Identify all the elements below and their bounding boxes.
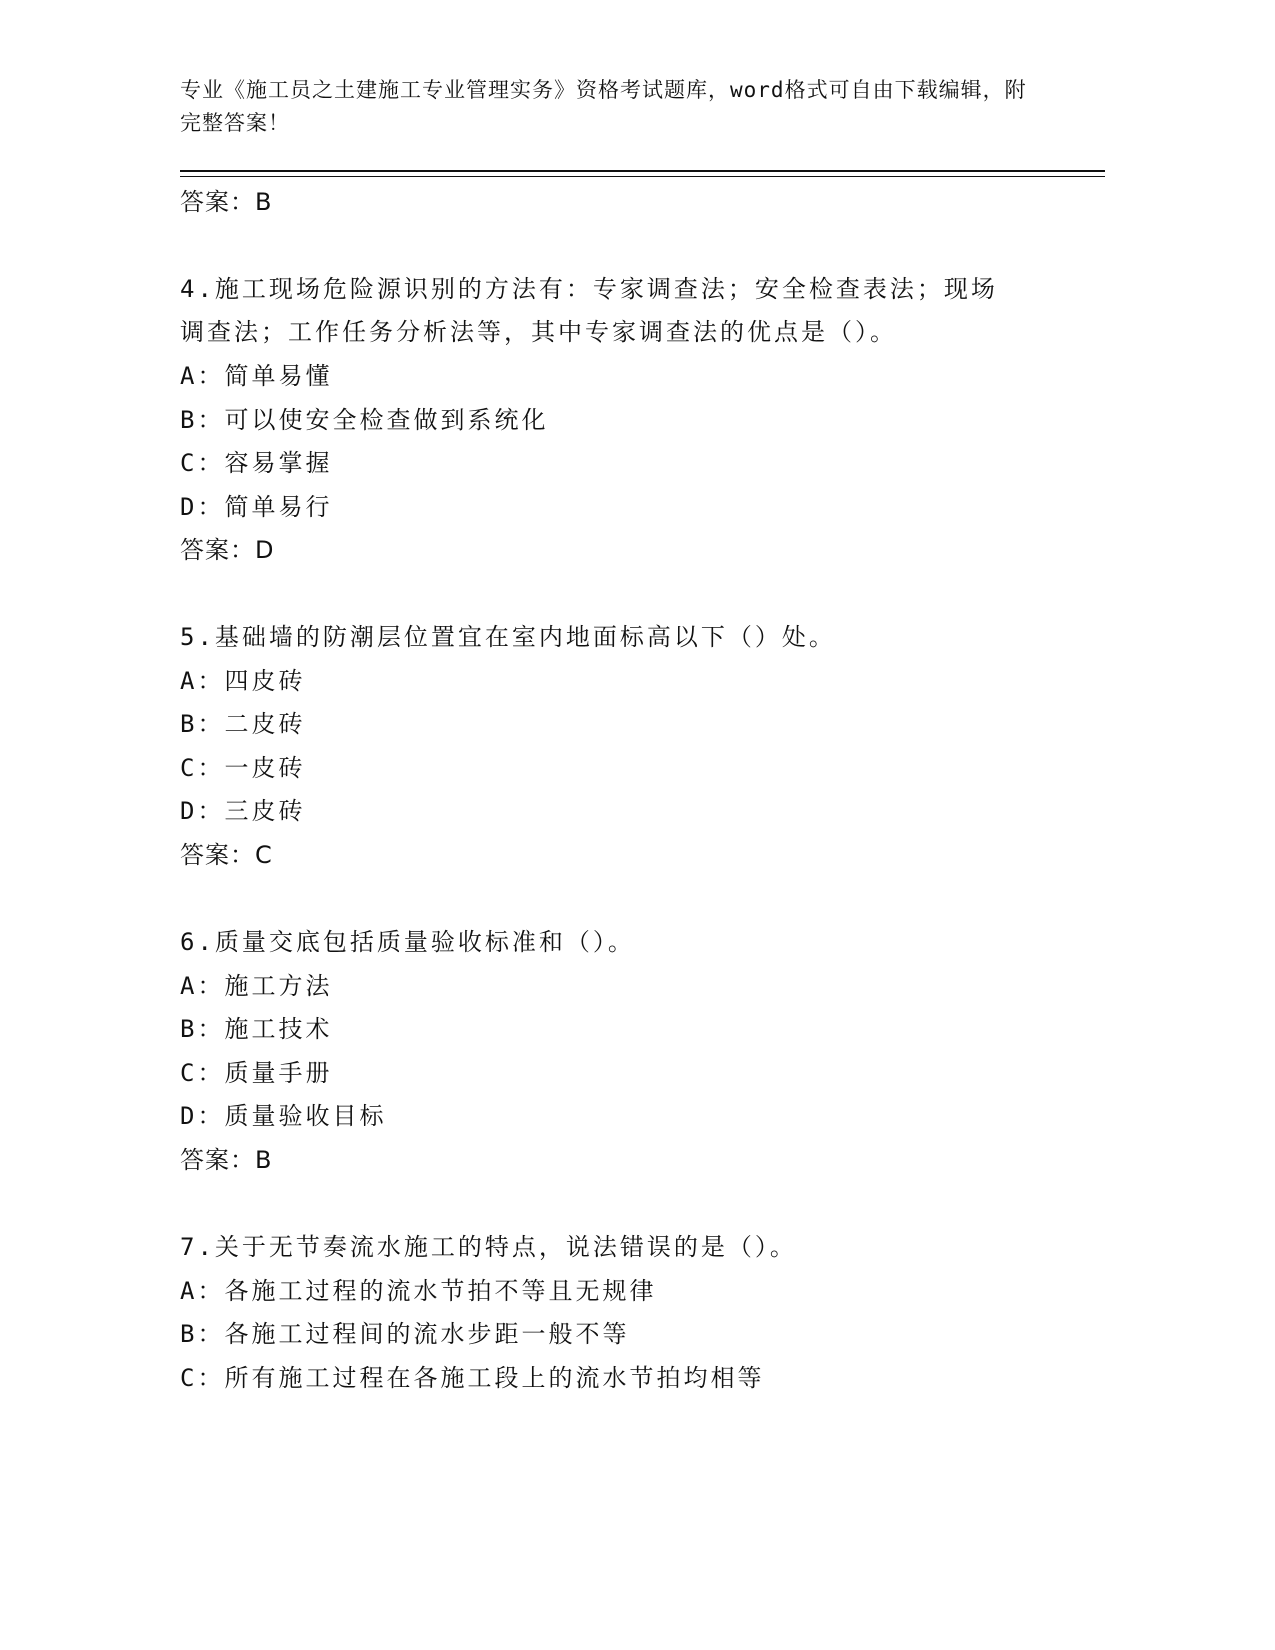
question-stem-continued: 调查法；工作任务分析法等，其中专家调查法的优点是（）。 <box>180 318 897 346</box>
option-a: A：施工方法 <box>180 972 333 1000</box>
header-divider-thin <box>180 176 1105 177</box>
option-b: B：可以使安全检查做到系统化 <box>180 406 549 434</box>
document-header: 专业《施工员之土建施工专业管理实务》资格考试题库，word格式可自由下载编辑，附完整答案！ <box>180 78 1027 135</box>
option-a: A：四皮砖 <box>180 667 306 695</box>
option-c: C：容易掌握 <box>180 449 333 477</box>
option-b: B：各施工过程间的流水步距一般不等 <box>180 1320 630 1348</box>
question-stem: 6.质量交底包括质量验收标准和（）。 <box>180 928 635 956</box>
answer-line: 答案：D <box>180 536 275 564</box>
option-b: B：二皮砖 <box>180 710 306 738</box>
question-stem: 7.关于无节奏流水施工的特点，说法错误的是（）。 <box>180 1233 797 1261</box>
option-b: B：施工技术 <box>180 1015 333 1043</box>
option-c: C：一皮砖 <box>180 754 306 782</box>
option-c: C：质量手册 <box>180 1059 333 1087</box>
answer-line: 答案：B <box>180 1146 273 1174</box>
question-stem: 4.施工现场危险源识别的方法有：专家调查法；安全检查表法；现场 <box>180 275 998 303</box>
header-divider-thick <box>180 170 1105 172</box>
question-stem: 5.基础墙的防潮层位置宜在室内地面标高以下（）处。 <box>180 623 836 651</box>
option-d: D：质量验收目标 <box>180 1102 387 1130</box>
answer-line: 答案：C <box>180 841 273 869</box>
option-c: C：所有施工过程在各施工段上的流水节拍均相等 <box>180 1364 765 1392</box>
option-d: D：简单易行 <box>180 493 333 521</box>
option-d: D：三皮砖 <box>180 797 306 825</box>
option-a: A：各施工过程的流水节拍不等且无规律 <box>180 1277 657 1305</box>
answer-line: 答案：B <box>180 188 273 216</box>
option-a: A：简单易懂 <box>180 362 333 390</box>
